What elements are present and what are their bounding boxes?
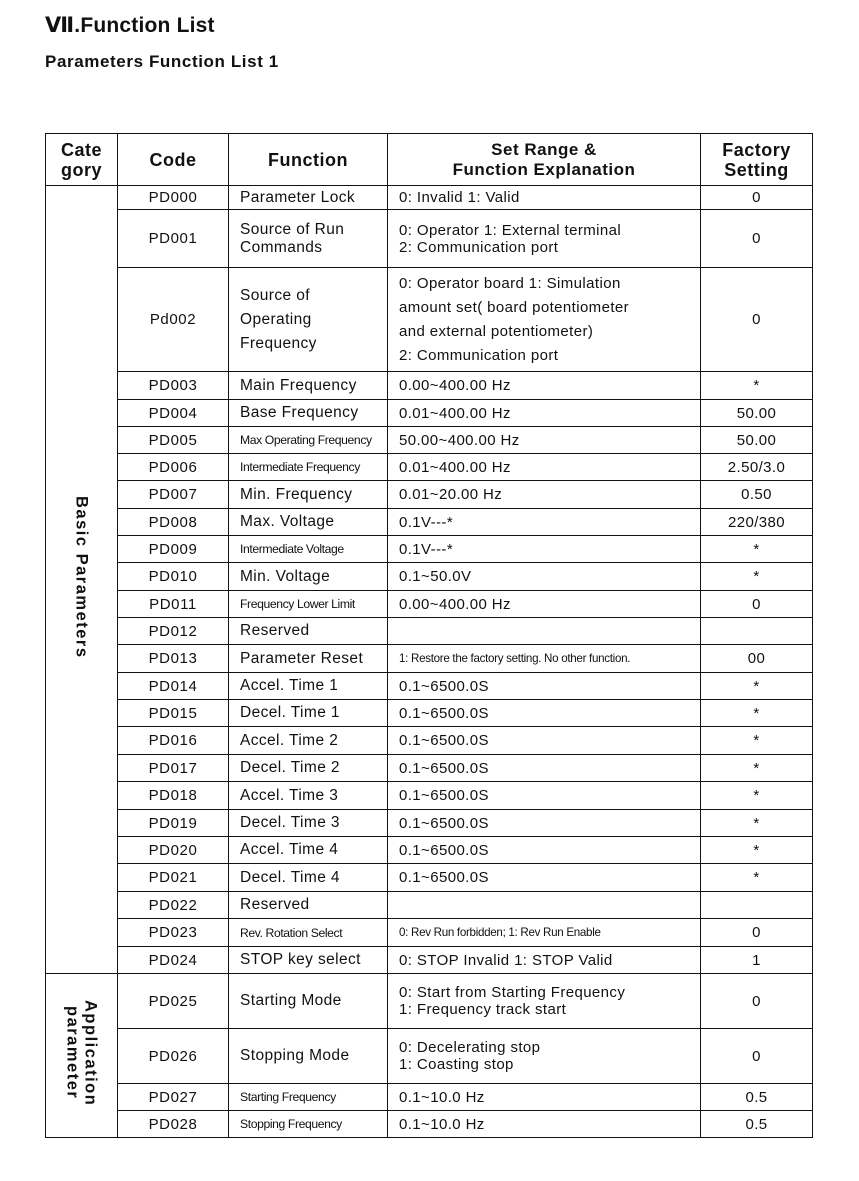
function-cell: Starting Frequency (229, 1084, 388, 1111)
table-row (46, 727, 813, 755)
table-row (46, 919, 813, 947)
table-row (46, 755, 813, 782)
header-range: Set Range & Function Explanation (388, 134, 701, 186)
page-title: Ⅶ.Function List (45, 14, 215, 37)
table-row (46, 673, 813, 700)
code-cell: PD001 (118, 210, 229, 268)
code-cell: Pd002 (118, 268, 229, 372)
table-row (46, 837, 813, 864)
page-subtitle: Parameters Function List 1 (45, 52, 279, 71)
range-cell: 0: Rev Run forbidden; 1: Rev Run Enable (388, 919, 701, 947)
function-cell: Decel. Time 1 (229, 700, 388, 727)
code-cell: PD005 (118, 427, 229, 454)
function-cell: Stopping Frequency (229, 1111, 388, 1138)
function-cell: Source of Operating Frequency (229, 268, 388, 372)
table-row (46, 645, 813, 673)
code-cell: PD020 (118, 837, 229, 864)
table-header-row (46, 134, 813, 186)
factory-setting-cell: 00 (701, 645, 813, 673)
factory-setting-cell: 0 (701, 210, 813, 268)
factory-setting-cell: 0 (701, 1029, 813, 1084)
factory-setting-cell: 0 (701, 591, 813, 618)
code-cell: PD011 (118, 591, 229, 618)
function-cell: Stopping Mode (229, 1029, 388, 1084)
header-function: Function (229, 134, 388, 186)
header-category: Cate gory (46, 134, 118, 186)
function-cell: Main Frequency (229, 372, 388, 400)
range-cell (388, 892, 701, 919)
function-cell: Max. Voltage (229, 509, 388, 536)
table-row (46, 563, 813, 591)
range-cell: 0: Start from Starting Frequency 1: Frequency track start (388, 974, 701, 1029)
table-row (46, 210, 813, 268)
range-cell: 0.1~6500.0S (388, 700, 701, 727)
factory-setting-cell: 0.50 (701, 481, 813, 509)
factory-setting-cell (701, 892, 813, 919)
range-cell: 0.1~6500.0S (388, 810, 701, 837)
function-cell: Base Frequency (229, 400, 388, 427)
code-cell: PD008 (118, 509, 229, 536)
function-cell: Parameter Reset (229, 645, 388, 673)
function-cell: Min. Frequency (229, 481, 388, 509)
factory-setting-cell: 1 (701, 947, 813, 974)
function-cell: Accel. Time 1 (229, 673, 388, 700)
factory-setting-cell: * (701, 864, 813, 892)
code-cell: PD010 (118, 563, 229, 591)
factory-setting-cell: 50.00 (701, 400, 813, 427)
code-cell: PD015 (118, 700, 229, 727)
code-cell: PD019 (118, 810, 229, 837)
factory-setting-cell: 0 (701, 919, 813, 947)
table-row (46, 974, 813, 1029)
table-row (46, 1084, 813, 1111)
function-cell: Min. Voltage (229, 563, 388, 591)
factory-setting-cell: 2.50/3.0 (701, 454, 813, 481)
table-row (46, 782, 813, 810)
range-cell: 0.1V---* (388, 536, 701, 563)
code-cell: PD014 (118, 673, 229, 700)
parameter-table (45, 133, 813, 1138)
range-cell: 0: STOP Invalid 1: STOP Valid (388, 947, 701, 974)
range-cell: 0.01~400.00 Hz (388, 400, 701, 427)
function-cell: Reserved (229, 618, 388, 645)
table-row (46, 1111, 813, 1138)
table-row (46, 268, 813, 372)
code-cell: PD018 (118, 782, 229, 810)
function-cell: Max Operating Frequency (229, 427, 388, 454)
table-row (46, 1029, 813, 1084)
factory-setting-cell (701, 618, 813, 645)
range-cell (388, 618, 701, 645)
code-cell: PD009 (118, 536, 229, 563)
range-cell: 0.1~50.0V (388, 563, 701, 591)
range-cell: 0.1~6500.0S (388, 864, 701, 892)
function-cell: Decel. Time 3 (229, 810, 388, 837)
range-cell: 0.1V---* (388, 509, 701, 536)
function-cell: Intermediate Voltage (229, 536, 388, 563)
code-cell: PD016 (118, 727, 229, 755)
code-cell: PD027 (118, 1084, 229, 1111)
function-cell: Decel. Time 2 (229, 755, 388, 782)
code-cell: PD000 (118, 186, 229, 210)
range-cell: 0.1~10.0 Hz (388, 1084, 701, 1111)
factory-setting-cell: 50.00 (701, 427, 813, 454)
table-row (46, 947, 813, 974)
factory-setting-cell: * (701, 536, 813, 563)
code-cell: PD006 (118, 454, 229, 481)
factory-setting-cell: 0.5 (701, 1084, 813, 1111)
function-cell: STOP key select (229, 947, 388, 974)
range-cell: 0: Operator 1: External terminal 2: Communication port (388, 210, 701, 268)
range-cell: 0.1~6500.0S (388, 837, 701, 864)
factory-setting-cell: 0 (701, 186, 813, 210)
factory-setting-cell: 0 (701, 974, 813, 1029)
code-cell: PD003 (118, 372, 229, 400)
function-cell: Intermediate Frequency (229, 454, 388, 481)
range-cell: 0.1~10.0 Hz (388, 1111, 701, 1138)
function-cell: Accel. Time 4 (229, 837, 388, 864)
range-cell: 0: Decelerating stop 1: Coasting stop (388, 1029, 701, 1084)
table-row (46, 810, 813, 837)
code-cell: PD004 (118, 400, 229, 427)
function-cell: Starting Mode (229, 974, 388, 1029)
code-cell: PD022 (118, 892, 229, 919)
factory-setting-cell: * (701, 837, 813, 864)
function-cell: Source of Run Commands (229, 210, 388, 268)
function-cell: Accel. Time 2 (229, 727, 388, 755)
factory-setting-cell: * (701, 700, 813, 727)
code-cell: PD013 (118, 645, 229, 673)
factory-setting-cell: * (701, 727, 813, 755)
range-cell: 0.1~6500.0S (388, 755, 701, 782)
code-cell: PD012 (118, 618, 229, 645)
table-row (46, 591, 813, 618)
table-row (46, 454, 813, 481)
range-cell: 0.01~20.00 Hz (388, 481, 701, 509)
range-cell: 0.1~6500.0S (388, 782, 701, 810)
table-row (46, 427, 813, 454)
code-cell: PD028 (118, 1111, 229, 1138)
header-code: Code (118, 134, 229, 186)
table-row (46, 618, 813, 645)
code-cell: PD007 (118, 481, 229, 509)
category-label: Application parameter (63, 999, 100, 1107)
category-label: Basic Parameters (72, 495, 91, 659)
category-basic-parameters (46, 186, 118, 974)
table-row (46, 400, 813, 427)
table-row (46, 481, 813, 509)
range-cell: 0: Operator board 1: Simulation amount set( board potentiometer and external potentiometer) 2: Communication port (388, 268, 701, 372)
factory-setting-cell: 0 (701, 268, 813, 372)
table-row (46, 372, 813, 400)
function-cell: Rev. Rotation Select (229, 919, 388, 947)
code-cell: PD025 (118, 974, 229, 1029)
range-cell: 0.1~6500.0S (388, 673, 701, 700)
code-cell: PD017 (118, 755, 229, 782)
table-row (46, 700, 813, 727)
range-cell: 0.01~400.00 Hz (388, 454, 701, 481)
code-cell: PD024 (118, 947, 229, 974)
function-cell: Decel. Time 4 (229, 864, 388, 892)
function-cell: Reserved (229, 892, 388, 919)
function-cell: Accel. Time 3 (229, 782, 388, 810)
table-body (46, 186, 813, 1138)
range-cell: 0: Invalid 1: Valid (388, 186, 701, 210)
factory-setting-cell: 220/380 (701, 509, 813, 536)
table-row (46, 864, 813, 892)
factory-setting-cell: * (701, 673, 813, 700)
function-cell: Frequency Lower Limit (229, 591, 388, 618)
table-row (46, 536, 813, 563)
code-cell: PD023 (118, 919, 229, 947)
table-row (46, 509, 813, 536)
table-row (46, 892, 813, 919)
code-cell: PD021 (118, 864, 229, 892)
category-application-parameter (46, 974, 118, 1138)
factory-setting-cell: * (701, 755, 813, 782)
factory-setting-cell: * (701, 563, 813, 591)
range-cell: 1: Restore the factory setting. No other function. (388, 645, 701, 673)
function-cell: Parameter Lock (229, 186, 388, 210)
factory-setting-cell: * (701, 372, 813, 400)
factory-setting-cell: 0.5 (701, 1111, 813, 1138)
factory-setting-cell: * (701, 782, 813, 810)
range-cell: 0.00~400.00 Hz (388, 591, 701, 618)
code-cell: PD026 (118, 1029, 229, 1084)
factory-setting-cell: * (701, 810, 813, 837)
header-factory: Factory Setting (701, 134, 813, 186)
range-cell: 0.00~400.00 Hz (388, 372, 701, 400)
range-cell: 50.00~400.00 Hz (388, 427, 701, 454)
table-row (46, 186, 813, 210)
range-cell: 0.1~6500.0S (388, 727, 701, 755)
